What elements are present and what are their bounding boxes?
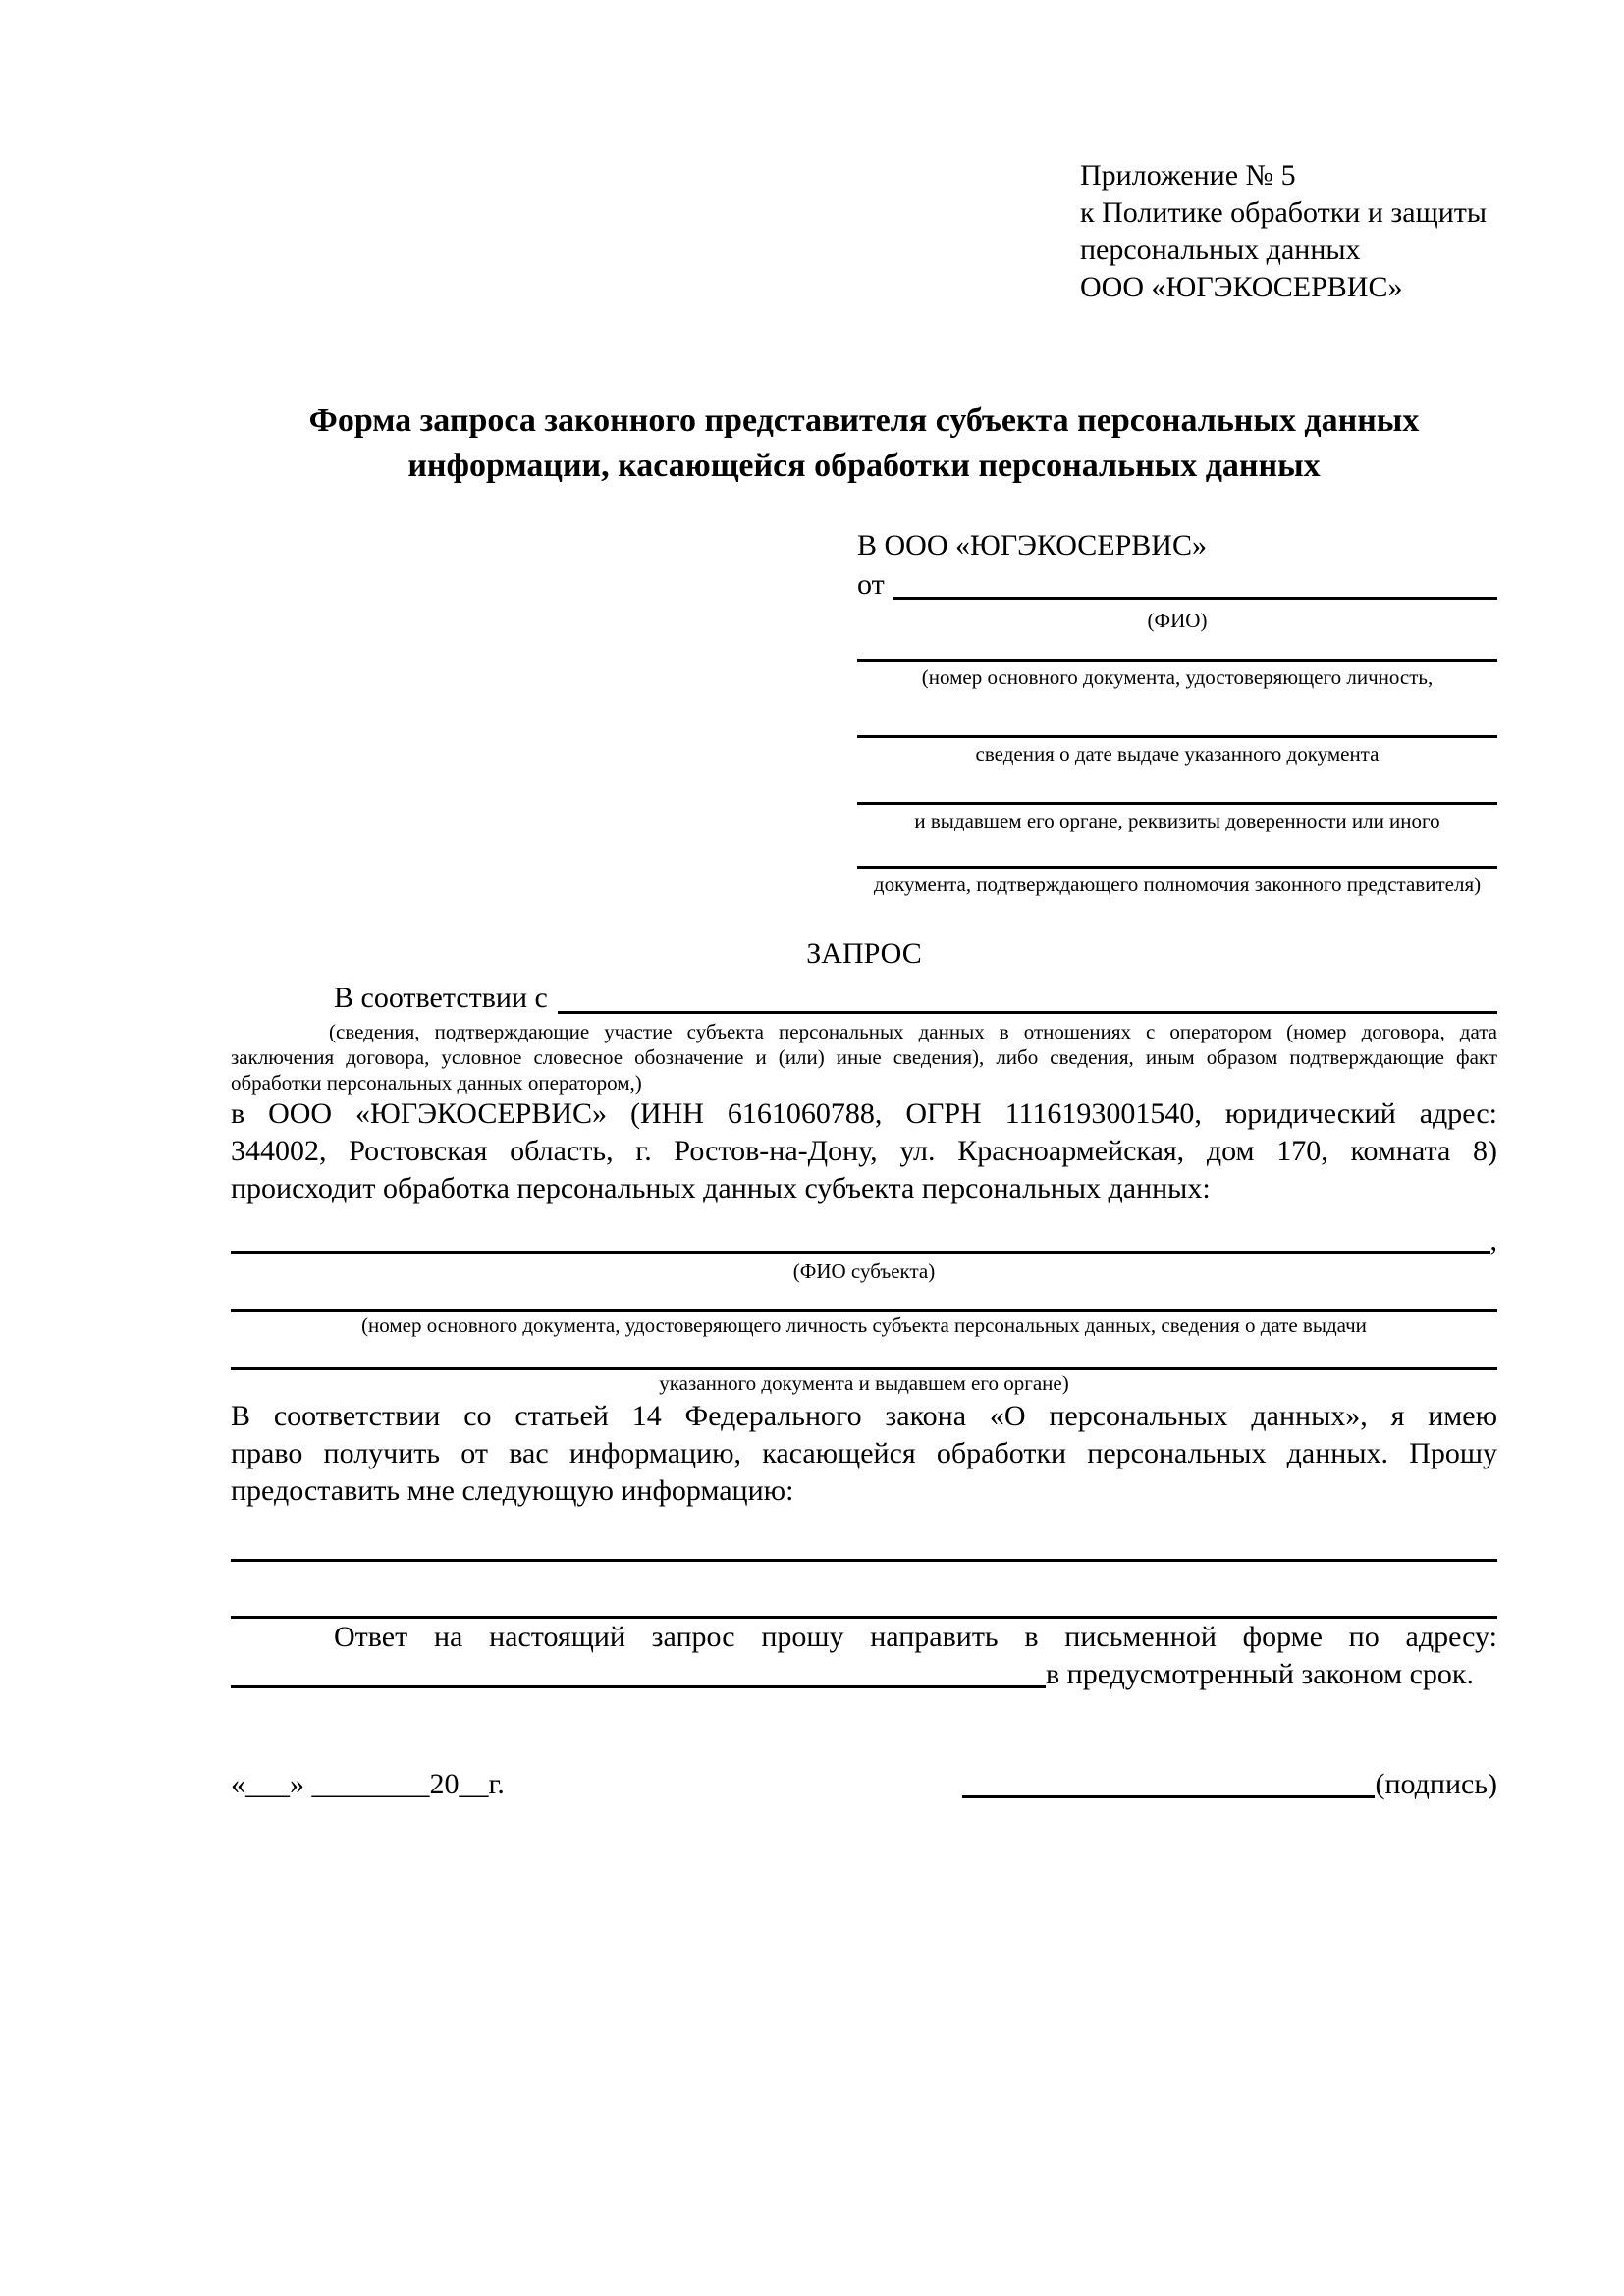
answer-tail-text: в предусмотренный законом срок.: [1046, 1658, 1474, 1690]
accordance-blank-field: [558, 978, 1497, 1014]
accordance-note-line: заключения договора, условное словесное обозначение и (или) иные сведения), либо сведения, иным образом подтверждающие факт: [231, 1045, 1497, 1069]
answer-paragraph: [231, 1619, 1497, 1693]
signature-group: [962, 1766, 1497, 1803]
answer-address-row: [231, 1656, 1497, 1693]
document-title-line: информации, касающейся обработки персональных данных: [407, 448, 1321, 484]
authority-doc-blank-field: [857, 866, 1497, 869]
accordance-note-line: обработки персональных данных оператором,): [231, 1071, 642, 1095]
signature-blank-field: [962, 1766, 1375, 1798]
date-blank-text: «___» ________20__г.: [231, 1768, 505, 1800]
appendix-line: к Политике обработки и защиты: [1080, 196, 1488, 229]
appendix-block: [1080, 157, 1497, 306]
law-paragraph: [231, 1398, 1497, 1510]
date-signature-row: [231, 1766, 1497, 1803]
signature-caption: (подпись): [1375, 1768, 1497, 1800]
fio-caption: (ФИО): [1147, 609, 1208, 632]
doc-issue-date-blank-field: [857, 735, 1497, 738]
doc-number-blank-field: [857, 659, 1497, 662]
addressee-block: [857, 526, 1497, 897]
appendix-line: Приложение № 5: [1080, 159, 1296, 191]
law-paragraph-line: В соответствии со статьей 14 Федерального закона «О персональных данных», я имею: [231, 1400, 1497, 1432]
operator-paragraph-line: происходит обработка персональных данных субъекта персональных данных:: [231, 1172, 1211, 1204]
accordance-note-line: (сведения, подтверждающие участие субъекта персональных данных в отношениях с оператором (номер договора, дата: [329, 1020, 1497, 1043]
request-heading: ЗАПРОС: [806, 937, 922, 970]
subject-doc-caption: указанного документа и выдавшем его органе): [659, 1371, 1069, 1395]
doc-caption: документа, подтверждающего полномочия законного представителя): [873, 873, 1482, 896]
fio-blank-field: [893, 565, 1497, 600]
document-title: [231, 399, 1497, 489]
from-row: [857, 565, 1497, 605]
doc-caption: и выдавшем его органе, реквизиты доверенности или иного: [914, 809, 1440, 832]
doc-caption: сведения о дате выдаче указанного документа: [975, 742, 1380, 766]
operator-paragraph-line: 344002, Ростовская область, г. Ростов-на-Дону, ул. Красноармейская, дом 170, комната 8): [231, 1135, 1497, 1167]
accordance-label: В соответствии с: [334, 982, 548, 1014]
subject-fio-row: [231, 1223, 1497, 1258]
operator-paragraph: [231, 1095, 1497, 1207]
addressee-organization: В ООО «ЮГЭКОСЕРВИС»: [857, 529, 1207, 561]
subject-fio-caption: (ФИО субъекта): [792, 1259, 936, 1283]
answer-paragraph-line: Ответ на настоящий запрос прошу направить в письменной форме по адресу:: [334, 1621, 1497, 1653]
law-paragraph-line: право получить от вас информацию, касающейся обработки персональных данных. Прошу: [231, 1437, 1497, 1469]
accordance-note: [231, 1019, 1497, 1095]
doc-caption: (номер основного документа, удостоверяющего личность,: [921, 666, 1434, 689]
operator-paragraph-line: в ООО «ЮГЭКОСЕРВИС» (ИНН 6161060788, ОГРН 1116193001540, юридический адрес:: [231, 1097, 1497, 1130]
from-label: от: [857, 568, 885, 601]
accordance-row: [231, 978, 1497, 1019]
law-paragraph-line: предоставить мне следующую информацию:: [231, 1474, 794, 1507]
document-title-line: Форма запроса законного представителя субъекта персональных данных: [308, 402, 1420, 439]
requested-info-blank-field-1: [231, 1559, 1497, 1562]
subject-fio-blank-field: [231, 1223, 1490, 1254]
subject-doc-caption: (номер основного документа, удостоверяющего личность субъекта персональных данных, сведения о дате выдачи: [361, 1313, 1367, 1337]
appendix-line: ООО «ЮГЭКОСЕРВИС»: [1080, 271, 1403, 303]
answer-address-blank-field: [231, 1656, 1046, 1688]
subject-fio-comma: ,: [1489, 1224, 1497, 1256]
doc-issuer-blank-field: [857, 802, 1497, 805]
appendix-line: персональных данных: [1080, 234, 1361, 266]
